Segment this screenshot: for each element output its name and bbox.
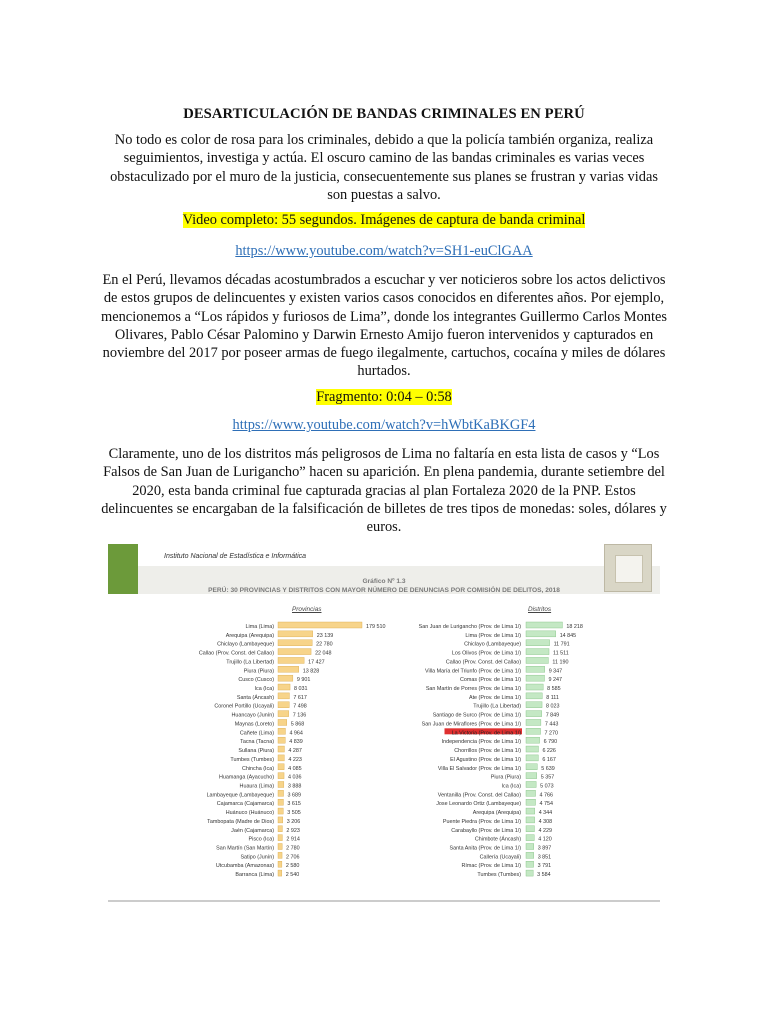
provincias-bar xyxy=(278,693,289,699)
distritos-heading: Distritos xyxy=(528,606,552,613)
distritos-label: Piura (Piura) xyxy=(490,774,521,781)
provincias-value: 3 615 xyxy=(287,801,301,808)
distritos-value: 7 443 xyxy=(544,721,559,728)
distritos-value: 3 791 xyxy=(537,863,552,870)
distritos-bar xyxy=(526,657,548,663)
institution-name: Instituto Nacional de Estadística e Informática xyxy=(164,553,307,560)
distritos-label: Lima (Prov. de Lima 1/) xyxy=(465,632,521,639)
distritos-value: 7 849 xyxy=(545,712,560,719)
distritos-label: Independencia (Prov. de Lima 1/) xyxy=(441,739,521,746)
distritos-label: Villa El Salvador (Prov. de Lima 1/) xyxy=(437,765,521,772)
distritos-bar xyxy=(526,737,540,743)
provincias-label: Jaén (Cajamarca) xyxy=(231,827,274,834)
provincias-bar xyxy=(278,835,282,841)
distritos-label: Ate (Prov. de Lima 1/) xyxy=(468,694,521,701)
provincias-bar xyxy=(278,826,282,832)
provincias-label: Cajamarca (Cajamarca) xyxy=(216,801,274,808)
provincias-label: Tacna (Tacna) xyxy=(240,739,274,746)
provincias-label: Huánuco (Huánuco) xyxy=(225,810,274,817)
distritos-label: Santiago de Surco (Prov. de Lima 1/) xyxy=(432,712,521,719)
distritos-label: El Agustino (Prov. de Lima 1/) xyxy=(450,756,521,763)
provincias-label: Utcubamba (Amazonas) xyxy=(215,863,274,870)
provincias-value: 2 923 xyxy=(286,827,300,834)
youtube-link-1-text[interactable]: https://www.youtube.com/watch?v=SH1-euClGAA xyxy=(235,243,533,259)
distritos-value: 18 218 xyxy=(566,624,583,630)
provincias-value: 5 868 xyxy=(290,721,305,728)
paragraph-context: En el Perú, llevamos décadas acostumbrados a escuchar y ver noticieros sobre los actos delictivos de estos grupos de delincuentes y existen varios casos conocidos en diferentes años. Por ejemplo, mencionemos a “Los rápidos y furiosos de Lima”, donde los integrantes Guillermo Carlos Montes Olivares, Pablo César Palomino y Darwin Ernesto Amijo fueron intervenidos y capturados en noviembre del 2017 por poseer armas de fuego ilegalmente, cartuchos, cocaína y miles de dólares hurtados. xyxy=(101,272,667,380)
provincias-bar xyxy=(278,870,282,876)
distritos-label: Callería (Ucayali) xyxy=(479,854,521,861)
provincias-value: 2 580 xyxy=(285,863,300,870)
provincias-value: 7 617 xyxy=(293,694,307,701)
distritos-bar xyxy=(526,852,534,858)
grafico-label: Gráfico Nº 1.3 xyxy=(362,578,406,585)
distritos-bar xyxy=(526,781,536,787)
distritos-bar xyxy=(526,684,543,690)
provincias-bar xyxy=(278,799,283,805)
provincias-value: 4 964 xyxy=(289,730,303,737)
inei-figure xyxy=(108,544,660,902)
provincias-value: 4 036 xyxy=(288,774,302,781)
provincias-value: 9 901 xyxy=(296,677,311,684)
provincias-label: Huancayo (Junín) xyxy=(231,712,274,719)
distritos-bar xyxy=(526,870,533,876)
provincias-bar xyxy=(278,861,282,867)
distritos-label: Tumbes (Tumbes) xyxy=(477,872,521,879)
bar-charts-svg xyxy=(108,544,660,902)
distritos-label: Chiclayo (Lambayeque) xyxy=(464,641,521,648)
youtube-link-1[interactable] xyxy=(0,243,768,260)
distritos-bar xyxy=(526,711,542,717)
provincias-value: 2 914 xyxy=(286,836,300,843)
provincias-bar xyxy=(278,702,289,708)
distritos-bar xyxy=(526,666,545,672)
distritos-bar xyxy=(526,799,536,805)
provincias-value: 4 223 xyxy=(288,756,302,763)
distritos-bar xyxy=(526,746,538,752)
distritos-label: Los Olivos (Prov. de Lima 1/) xyxy=(451,650,521,657)
highlight-video-complete: Video completo: 55 segundos. Imágenes de captura de banda criminal xyxy=(182,212,586,228)
provincias-label: Maynas (Loreto) xyxy=(234,721,274,728)
provincias-label: Trujillo (La Libertad) xyxy=(226,659,274,666)
distritos-bar xyxy=(526,631,556,637)
provincias-bar xyxy=(278,781,284,787)
distritos-bar xyxy=(526,861,534,867)
distritos-bar xyxy=(526,826,534,832)
provincias-value: 3 206 xyxy=(286,818,301,825)
distritos-value: 8 111 xyxy=(546,694,559,701)
provincias-value: 8 031 xyxy=(294,686,308,693)
provincias-bar xyxy=(278,817,283,823)
distritos-value: 4 766 xyxy=(539,792,554,799)
distritos-value: 9 247 xyxy=(548,677,562,684)
provincias-bar xyxy=(278,640,312,646)
distritos-label: Callao (Prov. Const. del Callao) xyxy=(445,659,521,666)
provincias-label: Chiclayo (Lambayeque) xyxy=(217,641,274,648)
distritos-bar xyxy=(526,835,534,841)
provincias-label: Sullana (Piura) xyxy=(238,748,274,755)
chart-title: PERÚ: 30 PROVINCIAS Y DISTRITOS CON MAYOR NÚMERO DE DENUNCIAS POR COMISIÓN DE DELITOS, 2018 xyxy=(208,587,560,594)
distritos-label: San Martín de Porres (Prov. de Lima 1/) xyxy=(425,686,521,693)
provincias-label: Tumbes (Tumbes) xyxy=(230,756,274,763)
distritos-label: Puente Piedra (Prov. de Lima 1/) xyxy=(442,818,521,825)
distritos-value: 14 845 xyxy=(559,632,577,639)
distritos-label: Villa María del Triunfo (Prov. de Lima 1/) xyxy=(425,668,521,675)
distritos-label: Santa Anita (Prov. de Lima 1/) xyxy=(449,845,521,852)
provincias-bar xyxy=(278,755,284,761)
distritos-label: Chorrillos (Prov. de Lima 1/) xyxy=(454,748,521,755)
distritos-value: 8 023 xyxy=(546,703,560,710)
provincias-label: Coronel Portillo (Ucayali) xyxy=(214,703,274,710)
provincias-value: 17 427 xyxy=(308,659,325,666)
provincias-bar xyxy=(278,773,284,779)
provincias-label: Lambayeque (Lambayeque) xyxy=(206,792,274,799)
distritos-value: 4 344 xyxy=(538,810,553,817)
provincias-bar xyxy=(278,790,284,796)
provincias-value: 3 505 xyxy=(287,810,301,817)
distritos-bar xyxy=(526,622,562,628)
distritos-value: 8 585 xyxy=(547,686,561,693)
youtube-link-2[interactable] xyxy=(0,417,768,434)
distritos-value: 6 226 xyxy=(542,748,556,755)
distritos-bar xyxy=(526,675,544,681)
distritos-bar xyxy=(526,702,542,708)
provincias-value: 3 689 xyxy=(287,792,302,799)
provincias-bar xyxy=(278,852,282,858)
distritos-label: Trujillo (La Libertad) xyxy=(473,703,521,710)
provincias-label: Chincha (Ica) xyxy=(241,765,274,772)
provincias-bar xyxy=(278,711,289,717)
distritos-bar xyxy=(526,790,536,796)
paragraph-intro: No todo es color de rosa para los criminales, debido a que la policía también organiza, realiza seguimientos, investiga y actúa. El oscuro camino de las bandas criminales es varias veces obstaculizado por el muro de la justicia, consecuentemente sus planes se frustran y varias vidas son puestas a salvo. xyxy=(110,132,658,203)
distritos-label: La Victoria (Prov. de Lima 1/) xyxy=(451,730,521,737)
distritos-bar xyxy=(526,640,550,646)
provincias-bar xyxy=(278,675,293,681)
distritos-bar xyxy=(526,755,538,761)
distritos-label: Ventanilla (Prov. Const. del Callao) xyxy=(437,792,521,799)
distritos-value: 5 073 xyxy=(540,783,554,790)
distritos-value: 4 308 xyxy=(538,818,553,825)
provincias-label: Lima (Lima) xyxy=(245,624,274,630)
provincias-value: 22 048 xyxy=(315,650,332,657)
distritos-value: 5 357 xyxy=(540,774,555,781)
distritos-label: San Juan de Lurigancho (Prov. de Lima 1/) xyxy=(418,624,521,630)
provincias-value: 179 510 xyxy=(366,624,386,630)
provincias-label: Piura (Piura) xyxy=(243,668,274,675)
provincias-bar xyxy=(278,631,313,637)
provincias-value: 2 780 xyxy=(286,845,300,852)
provincias-bar xyxy=(278,622,362,628)
provincias-value: 3 888 xyxy=(287,783,302,790)
provincias-label: Satipo (Junín) xyxy=(240,854,274,861)
provincias-label: Cusco (Cusco) xyxy=(238,677,274,684)
provincias-label: Ica (Ica) xyxy=(254,686,274,693)
highlight-fragment: Fragmento: 0:04 – 0:58 xyxy=(316,389,452,405)
provincias-label: Callao (Prov. Const. del Callao) xyxy=(198,650,274,657)
distritos-label: Ica (Ica) xyxy=(501,783,521,790)
provincias-value: 2 540 xyxy=(285,872,300,879)
distritos-value: 3 851 xyxy=(537,854,552,861)
distritos-value: 3 897 xyxy=(537,845,552,852)
provincias-bar xyxy=(278,719,287,725)
provincias-value: 22 780 xyxy=(316,641,333,648)
distritos-value: 11 511 xyxy=(553,650,569,657)
distritos-value: 4 229 xyxy=(538,827,552,834)
distritos-value: 11 791 xyxy=(553,641,570,648)
distritos-bar xyxy=(526,764,537,770)
distritos-label: Arequipa (Arequipa) xyxy=(472,810,521,817)
provincias-label: Arequipa (Arequipa) xyxy=(225,632,274,639)
distritos-bar xyxy=(526,773,537,779)
distritos-value: 4 120 xyxy=(538,836,552,843)
distritos-label: Carabayllo (Prov. de Lima 1/) xyxy=(451,827,521,834)
provincias-bar xyxy=(278,649,311,655)
provincias-label: San Martín (San Martín) xyxy=(216,845,274,852)
provincias-label: Cañete (Lima) xyxy=(239,730,274,737)
provincias-value: 23 139 xyxy=(316,632,334,639)
paragraph-case: Claramente, uno de los distritos más peligrosos de Lima no faltaría en esta lista de casos y “Los Falsos de San Juan de Lurigancho” hacen su aparición. En plena pandemia, durante setiembre del 2020, esta banda criminal fue capturada gracias al plan Fortaleza 2020 de la PNP. Estos delincuentes se encargaban de la falsificación de billetes de tres tipos de monedas: soles, dólares y euros. xyxy=(101,446,667,536)
video-note-line xyxy=(0,212,768,229)
distritos-value: 3 584 xyxy=(537,872,551,879)
provincias-bar xyxy=(278,666,299,672)
distritos-value: 11 190 xyxy=(552,659,569,666)
distritos-label: Chimbote (Áncash) xyxy=(474,836,521,843)
provincias-bar xyxy=(278,684,290,690)
provincias-label: Barranca (Lima) xyxy=(235,872,274,879)
provincias-value: 4 839 xyxy=(289,739,303,746)
distritos-bar xyxy=(526,844,534,850)
distritos-bar xyxy=(526,693,542,699)
document-title: DESARTICULACIÓN DE BANDAS CRIMINALES EN PERÚ xyxy=(183,106,585,122)
distritos-bar xyxy=(526,808,535,814)
distritos-label: Rímac (Prov. de Lima 1/) xyxy=(461,863,521,870)
distritos-value: 5 639 xyxy=(541,765,555,772)
fragment-note-line xyxy=(0,389,768,406)
provincias-value: 7 498 xyxy=(293,703,307,710)
provincias-label: Santa (Áncash) xyxy=(236,694,274,701)
distritos-bar xyxy=(526,649,549,655)
figure-bottom-rule xyxy=(108,900,660,902)
distritos-label: San Juan de Miraflores (Prov. de Lima 1/) xyxy=(421,721,521,728)
provincias-bar xyxy=(278,657,304,663)
provincias-value: 13 828 xyxy=(302,668,320,675)
provincias-label: Pisco (Ica) xyxy=(248,836,274,843)
provincias-value: 7 136 xyxy=(292,712,307,719)
provincias-bar xyxy=(278,728,285,734)
distritos-value: 6 167 xyxy=(542,756,556,763)
distritos-value: 4 754 xyxy=(539,801,554,808)
provincias-label: Huamanga (Ayacucho) xyxy=(218,774,274,781)
distritos-label: Comas (Prov. de Lima 1/) xyxy=(459,677,521,684)
provincias-bar xyxy=(278,808,283,814)
provincias-value: 4 085 xyxy=(288,765,302,772)
provincias-label: Tambopata (Madre de Dios) xyxy=(207,818,274,825)
distritos-bar xyxy=(526,817,535,823)
distritos-value: 7 270 xyxy=(544,730,559,737)
provincias-value: 2 706 xyxy=(286,854,300,861)
distritos-bar xyxy=(526,719,541,725)
provincias-label: Huaura (Lima) xyxy=(239,783,274,790)
distritos-value: 9 347 xyxy=(548,668,563,675)
provincias-heading: Provincias xyxy=(292,606,322,613)
distritos-value: 6 790 xyxy=(543,739,558,746)
distritos-label: Jose Leonardo Ortiz (Lambayeque) xyxy=(436,801,521,808)
provincias-value: 4 287 xyxy=(288,748,302,755)
youtube-link-2-text[interactable]: https://www.youtube.com/watch?v=hWbtKaBKGF4 xyxy=(232,417,536,433)
provincias-bar xyxy=(278,844,282,850)
distritos-bar xyxy=(526,728,541,734)
provincias-bar xyxy=(278,746,284,752)
provincias-bar xyxy=(278,764,284,770)
provincias-bar xyxy=(278,737,285,743)
